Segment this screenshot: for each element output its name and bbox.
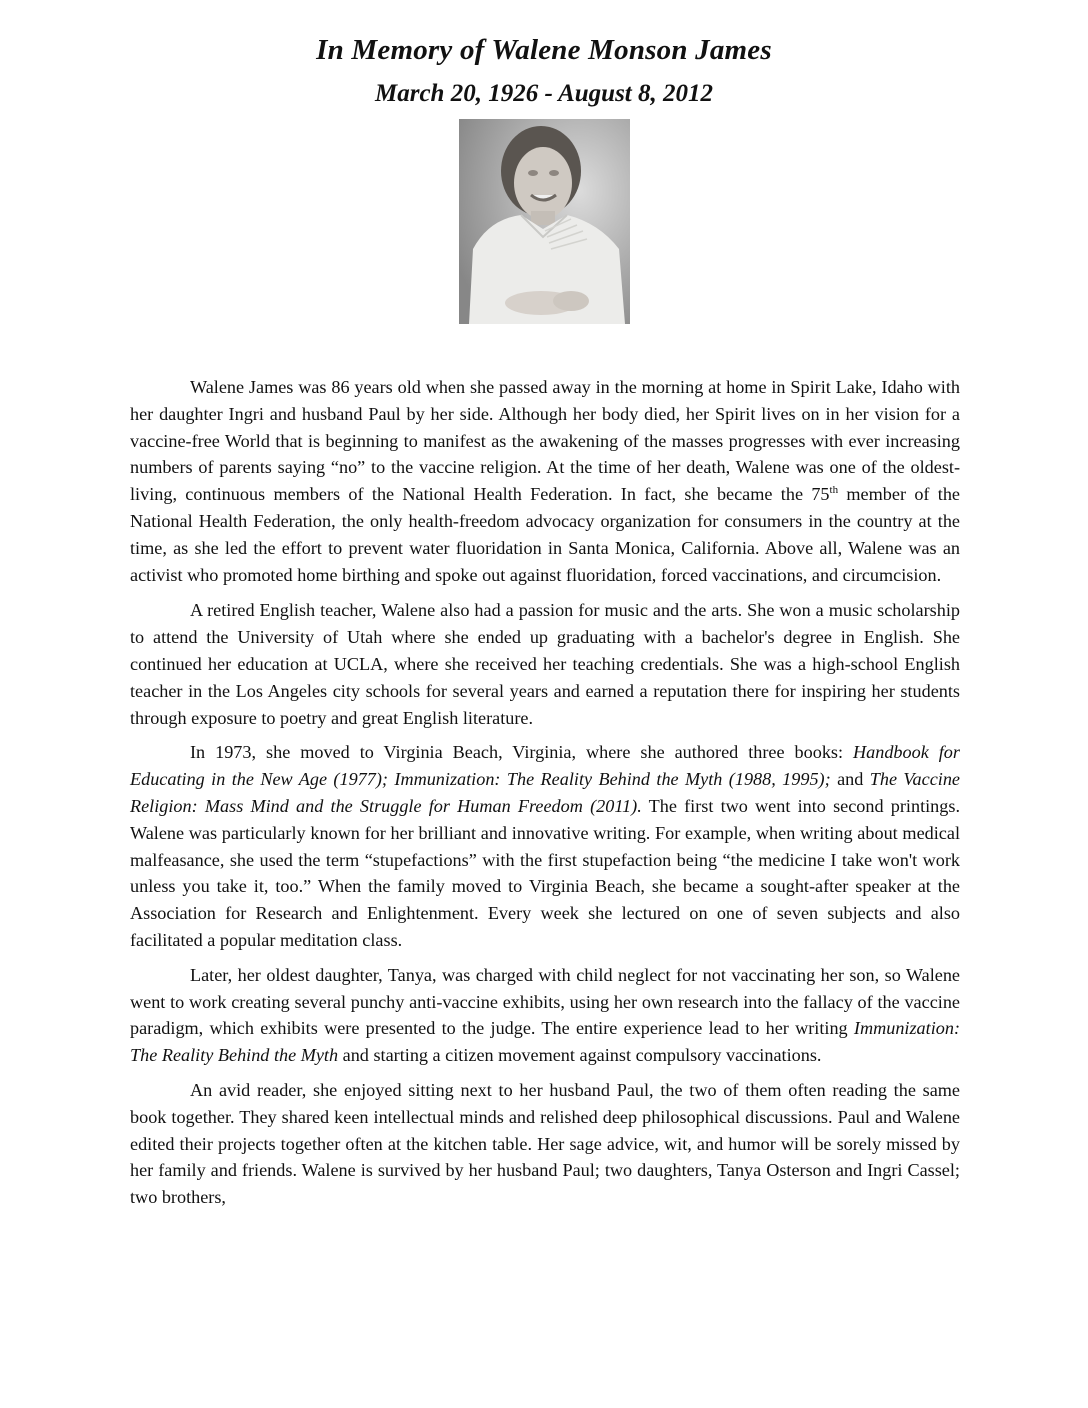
paragraph-text: Later, her oldest daughter, Tanya, was charged with child neglect for not vaccinating her son, so Walene went to work creating several punchy anti-vaccine exhibits, using her own research into the fallacy of the vaccine paradigm, which exhibits were presented to the judge. The entire experience lead to her writing [130,964,960,1039]
book-titles: Handbook for Educating in the New Age (1977); Immunization: The Reality Behind the Myth (1988, 1995); [130,742,960,790]
paragraph-family [130,1077,960,1211]
ordinal-suffix: th [829,484,839,497]
paragraph-obituary [130,374,960,588]
memorial-title: In Memory of Walene Monson James [316,34,772,66]
paragraph-activism [130,962,960,1069]
paragraph-text: and starting a citizen movement against compulsory vaccinations. [338,1045,822,1066]
portrait-image [459,119,630,324]
paragraph-text: The first two went into second printings. Walene was particularly known for her brilliant and innovative writing. For example, when writing about medical malfeasance, she used the term “stupefactions” with the first stupefaction being “the medicine I take won't work unless you take it, too.” When the family moved to Virginia Beach, she became a sought-after speaker at the Association for Research and Enlightenment. Every week she lectured on one of seven subjects and also facilitated a popular meditation class. [130,795,960,950]
memorial-body [130,374,960,1219]
paragraph-text: Walene James was 86 years old when she passed away in the morning at home in Spirit Lake, Idaho with her daughter Ingri and husband Paul by her side. Although her body died, her Spirit lives on in her vision for a vaccine-free World that is beginning to manifest as the awakening of the masses progresses with ever increasing numbers of parents saying “no” to the vaccine religion. At the time of her death, Walene was one of the oldest-living, continuous members of the National Health Federation. In fact, she became the 75 [130,377,960,505]
paragraph-text: and [830,769,870,790]
paragraph-books [130,739,960,953]
book-title: The Vaccine Religion: Mass Mind and the Struggle for Human Freedom (2011). [130,769,960,816]
paragraph-text: In 1973, she moved to Virginia Beach, Virginia, where she authored three books: [190,742,854,763]
life-dates: March 20, 1926 - August 8, 2012 [374,80,713,107]
paragraph-text: An avid reader, she enjoyed sitting next to her husband Paul, the two of them often reading the same book together. They shared keen intellectual minds and relished deep philosophical discussions. Paul and Walene edited their projects together often at the kitchen table. Her sage advice, wit, and humor will be sorely missed by her family and friends. Walene is survived by her husband Paul; two daughters, Tanya Osterson and Ingri Cassel; two brothers, [130,1079,960,1208]
portrait-photo [459,119,630,324]
paragraph-text: A retired English teacher, Walene also had a passion for music and the arts. She won a music scholarship to attend the University of Utah where she ended up graduating with a bachelor's degree in English. She continued her education at UCLA, where she received her teaching credentials. She was a high-school English teacher in the Los Angeles city schools for several years and earned a reputation there for inspiring her students through exposure to poetry and great English literature. [130,600,960,728]
paragraph-text: member of the National Health Federation, the only health-freedom advocacy organization for consumers in the country at the time, as she led the effort to prevent water fluoridation in Santa Monica, California. Above all, Walene was an activist who promoted home birthing and spoke out against fluoridation, forced vaccinations, and circumcision. [130,484,961,585]
book-title: Immunization: The Reality Behind the Myth [130,1018,960,1066]
paragraph-teaching [130,597,960,731]
